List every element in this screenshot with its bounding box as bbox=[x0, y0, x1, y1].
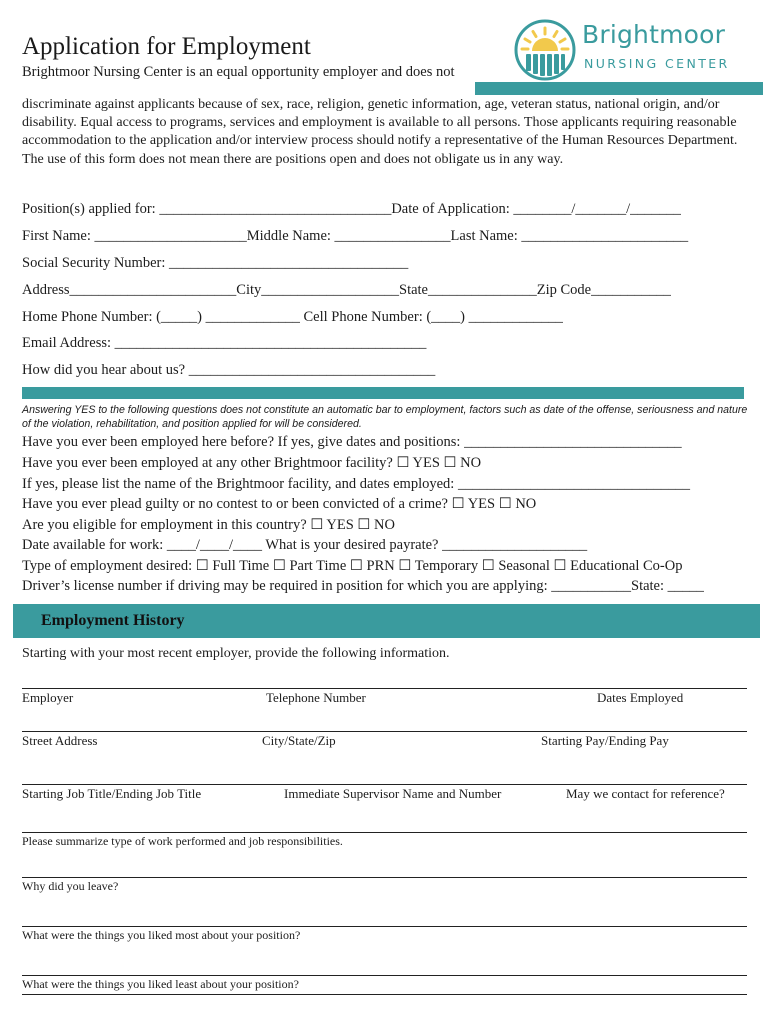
phone-fields[interactable]: Home Phone Number: (_____) _____________ Cell Phone Number: (____) _____________ bbox=[22, 309, 563, 325]
question-facility-name[interactable]: If yes, please list the name of the Brightmoor facility, and dates employed: ________________________________ bbox=[22, 476, 690, 492]
disclaimer-note: Answering YES to the following questions does not constitute an automatic bar to employment, factors such as date of the offense, seriousness and nature of the violation, rehabilitation, and position applied for will be considered. bbox=[22, 404, 748, 430]
question-employed-here-before[interactable]: Have you ever been employed here before? If yes, give dates and positions: ______________________________ bbox=[22, 434, 682, 450]
reference-contact-label[interactable]: May we contact for reference? bbox=[566, 786, 725, 801]
form-rule bbox=[22, 926, 747, 927]
header-divider-bar bbox=[475, 82, 763, 95]
city-state-zip-label[interactable]: City/State/Zip bbox=[262, 733, 336, 748]
form-rule bbox=[22, 975, 747, 976]
logo-brand-name: Brightmoor bbox=[582, 20, 726, 49]
sun-logo-icon bbox=[514, 19, 576, 81]
street-address-label[interactable]: Street Address bbox=[22, 733, 98, 748]
question-eligibility[interactable]: Are you eligible for employment in this country? ☐ YES ☐ NO bbox=[22, 517, 395, 533]
logo-brand-subtitle: NURSING CENTER bbox=[584, 56, 730, 71]
question-employment-type[interactable]: Type of employment desired: ☐ Full Time ☐ Part Time ☐ PRN ☐ Temporary ☐ Seasonal ☐ Educational Co-Op bbox=[22, 558, 683, 574]
job-summary-label[interactable]: Please summarize type of work performed and job responsibilities. bbox=[22, 834, 343, 848]
question-criminal-record[interactable]: Have you ever plead guilty or no contest to or been convicted of a crime? ☐ YES ☐ NO bbox=[22, 496, 537, 512]
question-drivers-license[interactable]: Driver’s license number if driving may be required in position for which you are applying: ___________State: _____ bbox=[22, 578, 704, 594]
employer-label[interactable]: Employer bbox=[22, 690, 74, 705]
form-rule bbox=[22, 877, 747, 878]
liked-least-label[interactable]: What were the things you liked least about your position? bbox=[22, 977, 299, 991]
form-rule bbox=[22, 784, 747, 785]
email-field[interactable]: Email Address: ___________________________________________ bbox=[22, 335, 427, 351]
form-rule bbox=[22, 731, 747, 732]
employment-history-intro: Starting with your most recent employer, provide the following information. bbox=[22, 646, 450, 661]
form-rule bbox=[22, 832, 747, 833]
brightmoor-logo bbox=[512, 16, 752, 84]
telephone-label[interactable]: Telephone Number bbox=[266, 690, 366, 705]
questions-divider-bar bbox=[22, 387, 744, 399]
dates-employed-label[interactable]: Dates Employed bbox=[597, 690, 684, 705]
ssn-field[interactable]: Social Security Number: _________________________________ bbox=[22, 255, 409, 271]
question-other-facility[interactable]: Have you ever been employed at any other Brightmoor facility? ☐ YES ☐ NO bbox=[22, 455, 482, 471]
positions-applied-field[interactable]: Position(s) applied for: ________________________________Date of Application: ________/_______/_______ bbox=[22, 201, 681, 217]
name-fields[interactable]: First Name: _____________________Middle Name: ________________Last Name: _______________________ bbox=[22, 228, 689, 244]
employment-history-title: Employment History bbox=[41, 612, 185, 629]
pay-label[interactable]: Starting Pay/Ending Pay bbox=[541, 733, 669, 748]
supervisor-label[interactable]: Immediate Supervisor Name and Number bbox=[284, 786, 502, 801]
job-title-label[interactable]: Starting Job Title/Ending Job Title bbox=[22, 786, 202, 801]
form-rule bbox=[22, 688, 747, 689]
liked-most-label[interactable]: What were the things you liked most about your position? bbox=[22, 928, 301, 942]
eeo-statement-start: Brightmoor Nursing Center is an equal opportunity employer and does not bbox=[22, 64, 455, 80]
reason-for-leaving-label[interactable]: Why did you leave? bbox=[22, 879, 119, 893]
referral-source-field[interactable]: How did you hear about us? __________________________________ bbox=[22, 362, 436, 378]
eeo-statement-paragraph: discriminate against applicants because of sex, race, religion, genetic information, age, veteran status, national origin, and/or disability. Equal access to programs, services and employment is available to all persons. Those applicants requiring reasonable accommodation to the application and/or interview process should notify a representative of the Human Resources Department. The use of this form does not mean there are positions open and does not obligate us in any way. bbox=[22, 97, 738, 167]
address-fields[interactable]: Address_______________________City___________________State_______________Zip Code___________ bbox=[22, 282, 671, 298]
page-title: Application for Employment bbox=[22, 33, 311, 60]
form-rule bbox=[22, 994, 747, 995]
question-availability-payrate[interactable]: Date available for work: ____/____/____ What is your desired payrate? ____________________ bbox=[22, 537, 588, 553]
